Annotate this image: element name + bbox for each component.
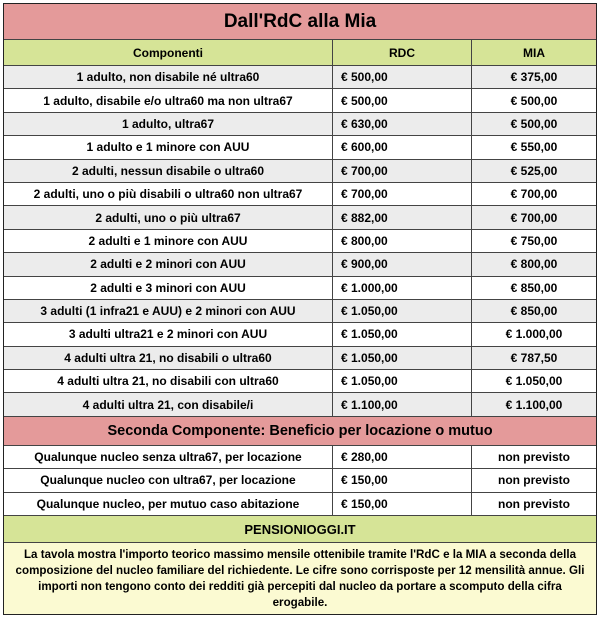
table-row <box>4 136 596 159</box>
row-mia-amount: non previsto <box>497 496 570 511</box>
brand-label: PENSIONIOGGI.IT <box>4 516 596 543</box>
main-rows <box>4 66 596 417</box>
table-row <box>4 183 596 206</box>
table-row <box>4 493 596 516</box>
row-rdc-amount: € 1.000,00 <box>333 277 472 299</box>
table-row <box>4 160 596 183</box>
table-row <box>4 206 596 229</box>
row-mia-amount: non previsto <box>497 450 570 465</box>
table-title: Dall'RdC alla Mia <box>4 4 596 40</box>
row-description: 1 adulto, ultra67 <box>4 113 333 135</box>
row-rdc-amount: € 150,00 <box>333 493 472 515</box>
row-description: 2 adulti, nessun disabile o ultra60 <box>4 160 333 182</box>
comparison-table <box>3 3 597 615</box>
table-row <box>4 323 596 346</box>
row-mia-amount: € 787,50 <box>510 350 558 365</box>
table-row <box>4 446 596 469</box>
row-mia-amount: € 500,00 <box>510 116 558 131</box>
row-rdc-amount: € 630,00 <box>333 113 472 135</box>
row-mia-amount: € 550,00 <box>510 140 558 155</box>
table-row <box>4 370 596 393</box>
row-rdc-amount: € 882,00 <box>333 206 472 228</box>
row-description: 2 adulti e 1 minore con AUU <box>4 230 333 252</box>
table-row <box>4 113 596 136</box>
table-row <box>4 469 596 492</box>
row-description: 1 adulto, non disabile né ultra60 <box>4 66 333 88</box>
row-description: 4 adulti ultra 21, no disabili o ultra60 <box>4 347 333 369</box>
row-mia-amount: non previsto <box>497 473 570 488</box>
header-mia: MIA <box>523 45 545 60</box>
row-description: 3 adulti ultra21 e 2 minori con AUU <box>4 323 333 345</box>
row-description: 4 adulti ultra 21, con disabile/i <box>4 393 333 415</box>
row-rdc-amount: € 1.100,00 <box>333 393 472 415</box>
row-mia-amount: € 800,00 <box>510 257 558 272</box>
row-rdc-amount: € 1.050,00 <box>333 300 472 322</box>
second-section-title: Seconda Componente: Beneficio per locazione o mutuo <box>4 417 596 446</box>
row-description: 2 adulti, uno o più ultra67 <box>4 206 333 228</box>
row-description: 2 adulti e 3 minori con AUU <box>4 277 333 299</box>
row-rdc-amount: € 900,00 <box>333 253 472 275</box>
row-mia-amount: € 1.050,00 <box>505 374 563 389</box>
row-description: 1 adulto e 1 minore con AUU <box>4 136 333 158</box>
row-mia-amount: € 700,00 <box>510 210 558 225</box>
row-rdc-amount: € 500,00 <box>333 66 472 88</box>
table-row <box>4 300 596 323</box>
table-row <box>4 347 596 370</box>
row-mia-amount: € 525,00 <box>510 163 558 178</box>
row-rdc-amount: € 1.050,00 <box>333 347 472 369</box>
row-rdc-amount: € 800,00 <box>333 230 472 252</box>
table-row <box>4 89 596 112</box>
row-mia-amount: € 1.000,00 <box>505 327 563 342</box>
header-row <box>4 40 596 66</box>
row-description: 1 adulto, disabile e/o ultra60 ma non ultra67 <box>4 89 333 111</box>
row-rdc-amount: € 700,00 <box>333 183 472 205</box>
row-description: 4 adulti ultra 21, no disabili con ultra60 <box>4 370 333 392</box>
row-description: 2 adulti, uno o più disabili o ultra60 non ultra67 <box>4 183 333 205</box>
row-mia-amount: € 1.100,00 <box>505 397 563 412</box>
row-description: 3 adulti (1 infra21 e AUU) e 2 minori con AUU <box>4 300 333 322</box>
row-rdc-amount: € 1.050,00 <box>333 323 472 345</box>
row-rdc-amount: € 600,00 <box>333 136 472 158</box>
row-rdc-amount: € 500,00 <box>333 89 472 111</box>
row-description: 2 adulti e 2 minori con AUU <box>4 253 333 275</box>
table-row <box>4 230 596 253</box>
row-rdc-amount: € 280,00 <box>333 446 472 468</box>
row-mia-amount: € 850,00 <box>510 280 558 295</box>
table-row <box>4 277 596 300</box>
row-rdc-amount: € 150,00 <box>333 469 472 491</box>
table-row <box>4 253 596 276</box>
table-row <box>4 393 596 416</box>
header-componenti: Componenti <box>4 40 333 65</box>
row-mia-amount: € 850,00 <box>510 304 558 319</box>
row-description: Qualunque nucleo senza ultra67, per locazione <box>4 446 333 468</box>
row-mia-amount: € 700,00 <box>510 187 558 202</box>
row-rdc-amount: € 1.050,00 <box>333 370 472 392</box>
footnote: La tavola mostra l'importo teorico massimo mensile ottenibile tramite l'RdC e la MIA a seconda della composizione del nucleo familiare del richiedente. Le cifre sono corrisposte per 12 mensilità annue. Gli importi non tengono conto dei redditi già percepiti dal nucleo da portare a scomputo della cifra erogabile. <box>4 543 596 614</box>
row-rdc-amount: € 700,00 <box>333 160 472 182</box>
row-mia-amount: € 750,00 <box>510 233 558 248</box>
row-mia-amount: € 500,00 <box>510 93 558 108</box>
header-rdc: RDC <box>333 40 472 65</box>
table-row <box>4 66 596 89</box>
row-description: Qualunque nucleo, per mutuo caso abitazione <box>4 493 333 515</box>
row-mia-amount: € 375,00 <box>510 70 558 85</box>
second-rows <box>4 446 596 516</box>
row-description: Qualunque nucleo con ultra67, per locazione <box>4 469 333 491</box>
